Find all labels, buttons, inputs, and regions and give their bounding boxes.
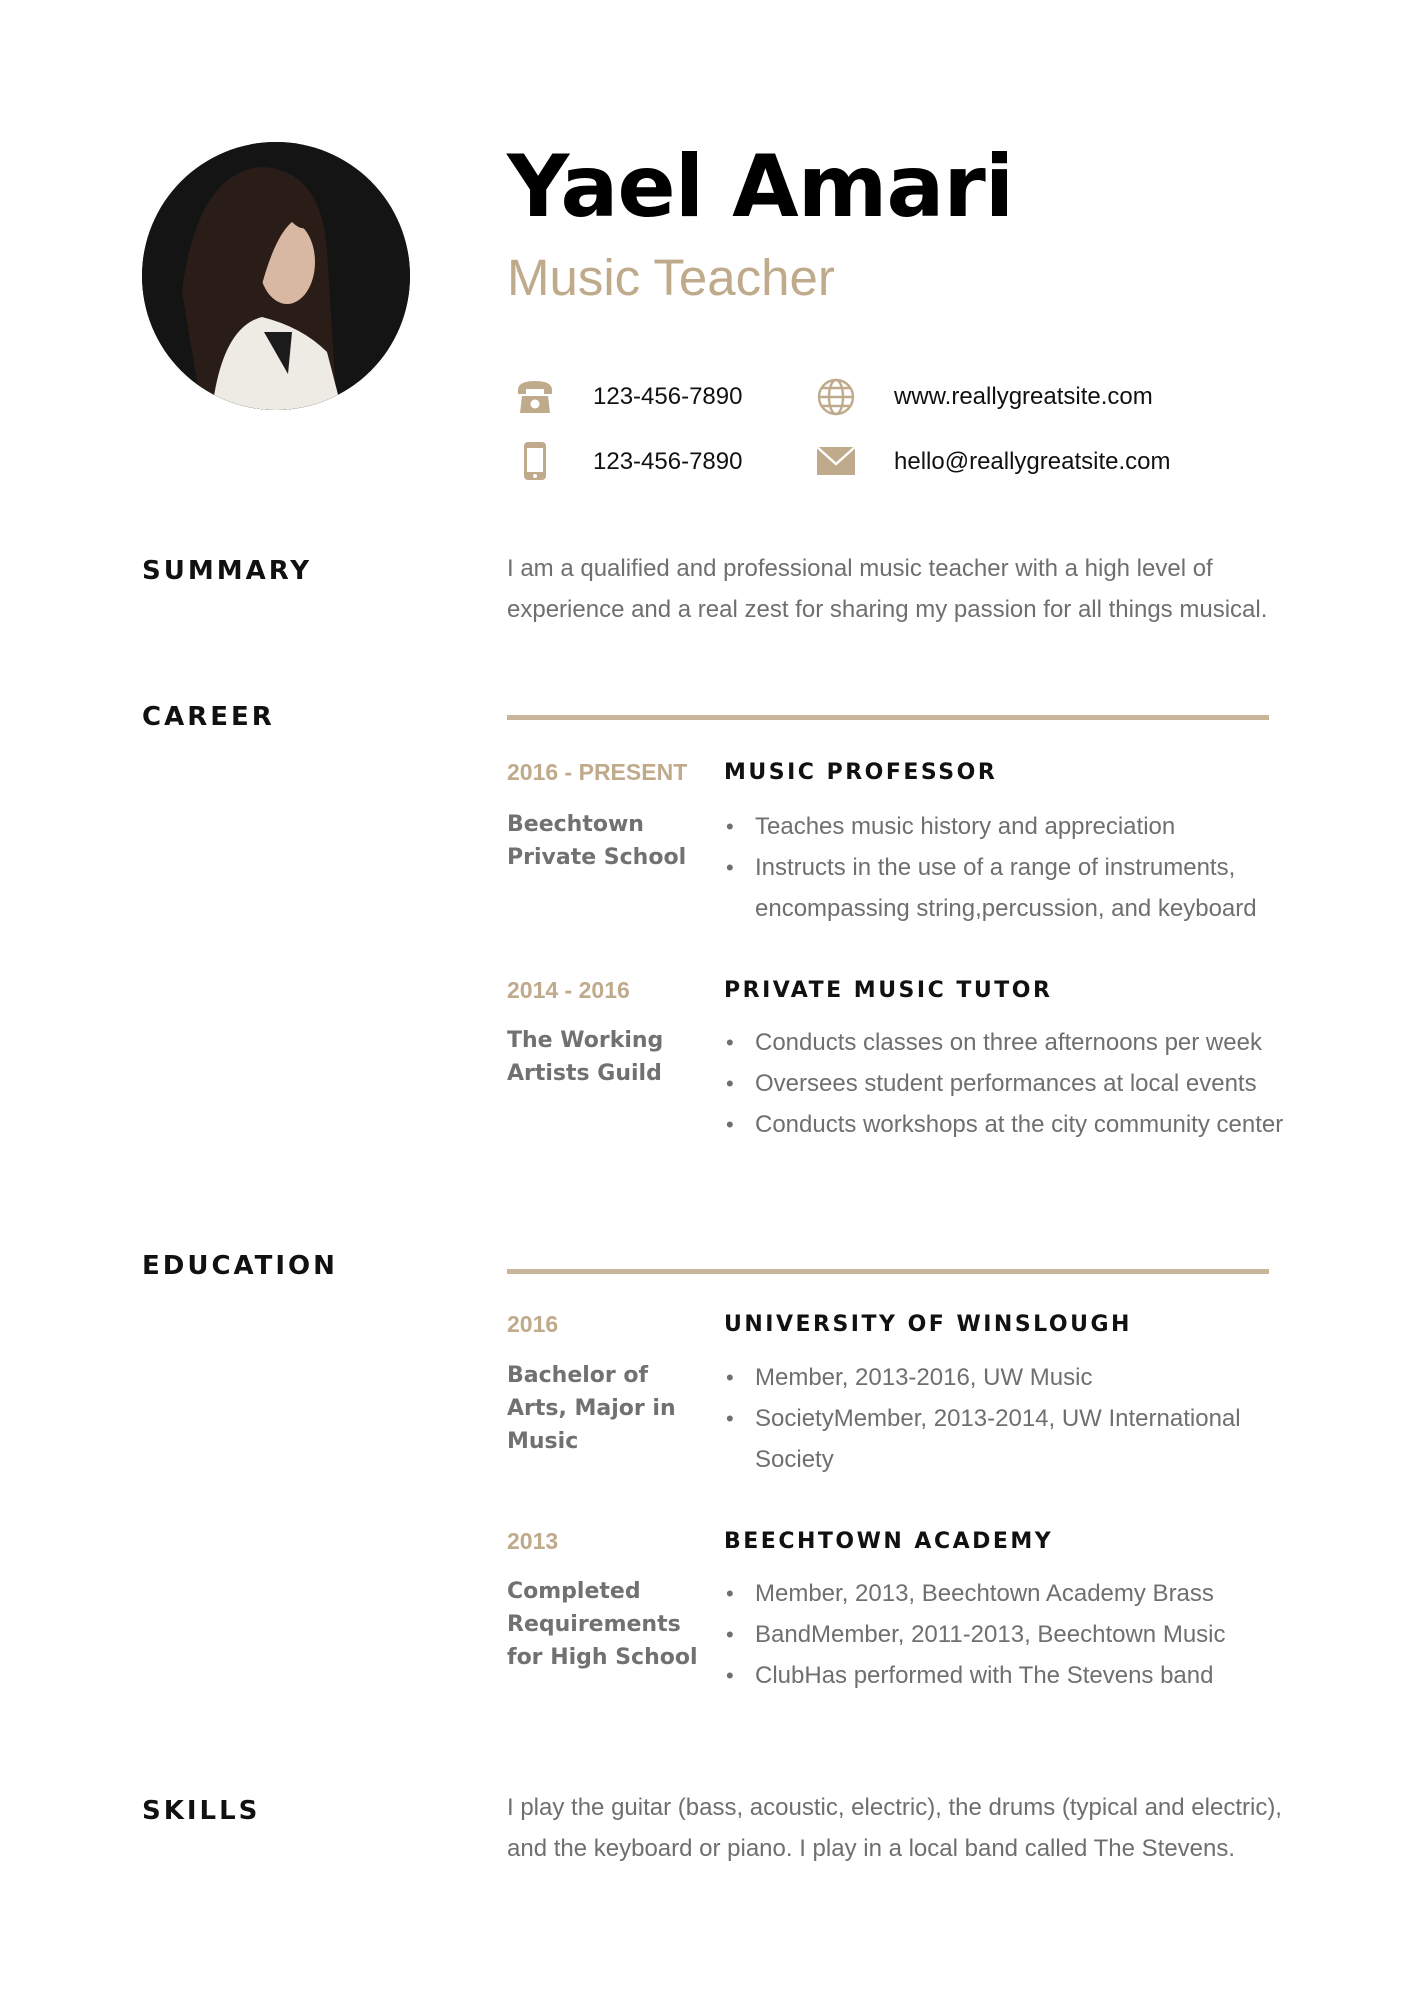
phone-number[interactable]: 123-456-7890 bbox=[593, 383, 743, 410]
list-item: • Conducts workshops at the city community center bbox=[724, 1104, 1284, 1145]
globe-icon bbox=[815, 376, 857, 418]
education-entry-bullets bbox=[724, 1357, 1284, 1480]
education-entry-title: BEECHTOWN ACADEMY bbox=[724, 1529, 1054, 1554]
list-item: • Member, 2013-2016, UW Music bbox=[724, 1357, 1284, 1398]
job-title: Music Teacher bbox=[507, 249, 835, 306]
career-entry-bullets bbox=[724, 806, 1284, 929]
list-item: • Oversees student performances at local events bbox=[724, 1063, 1284, 1104]
education-entry-org: Completed Requirements for High School bbox=[507, 1579, 698, 1670]
summary-heading: SUMMARY bbox=[142, 556, 313, 586]
education-entry-title: UNIVERSITY OF WINSLOUGH bbox=[724, 1312, 1132, 1337]
list-item: • BandMember, 2011-2013, Beechtown Music bbox=[724, 1614, 1284, 1655]
career-entry-org: Beechtown Private School bbox=[507, 812, 687, 870]
education-entry-bullets bbox=[724, 1573, 1284, 1696]
list-item: • Teaches music history and appreciation bbox=[724, 806, 1284, 847]
career-entry-date: 2014 - 2016 bbox=[507, 977, 630, 1003]
education-entry-date: 2013 bbox=[507, 1528, 559, 1554]
education-entry-org: Bachelor of Arts, Major in Music bbox=[507, 1363, 676, 1454]
career-entry-date: 2016 - PRESENT bbox=[507, 759, 688, 785]
career-entry-org: The Working Artists Guild bbox=[507, 1028, 664, 1086]
career-entry-title: MUSIC PROFESSOR bbox=[724, 760, 998, 785]
profile-photo bbox=[142, 142, 410, 410]
list-item: • SocietyMember, 2013-2014, UW International Society bbox=[724, 1398, 1284, 1480]
education-heading: EDUCATION bbox=[142, 1251, 338, 1281]
list-item: • Member, 2013, Beechtown Academy Brass bbox=[724, 1573, 1284, 1614]
skills-heading: SKILLS bbox=[142, 1796, 261, 1826]
education-divider bbox=[507, 1269, 1269, 1274]
mobile-icon bbox=[514, 440, 556, 482]
email-link[interactable]: hello@reallygreatsite.com bbox=[894, 448, 1171, 475]
career-entry-title: PRIVATE MUSIC TUTOR bbox=[724, 978, 1053, 1003]
list-item: • Conducts classes on three afternoons per week bbox=[724, 1022, 1284, 1063]
mail-icon bbox=[815, 440, 857, 482]
career-entry-bullets bbox=[724, 1022, 1284, 1145]
phone-icon bbox=[514, 376, 556, 418]
summary-text: I am a qualified and professional music teacher with a high level of experience and a real zest for sharing my passion for all things musical. bbox=[507, 555, 1268, 623]
website-link[interactable]: www.reallygreatsite.com bbox=[894, 383, 1153, 410]
skills-text: I play the guitar (bass, acoustic, electric), the drums (typical and electric), and the keyboard or piano. I play in a local band called The Stevens. bbox=[507, 1794, 1282, 1862]
career-divider bbox=[507, 715, 1269, 720]
mobile-number[interactable]: 123-456-7890 bbox=[593, 448, 743, 475]
list-item: • ClubHas performed with The Stevens band bbox=[724, 1655, 1284, 1696]
list-item: • Instructs in the use of a range of instruments, encompassing string,percussion, and keyboard bbox=[724, 847, 1284, 929]
education-entry-date: 2016 bbox=[507, 1311, 559, 1337]
career-heading: CAREER bbox=[142, 702, 275, 732]
name-heading: Yael Amari bbox=[507, 137, 1014, 237]
